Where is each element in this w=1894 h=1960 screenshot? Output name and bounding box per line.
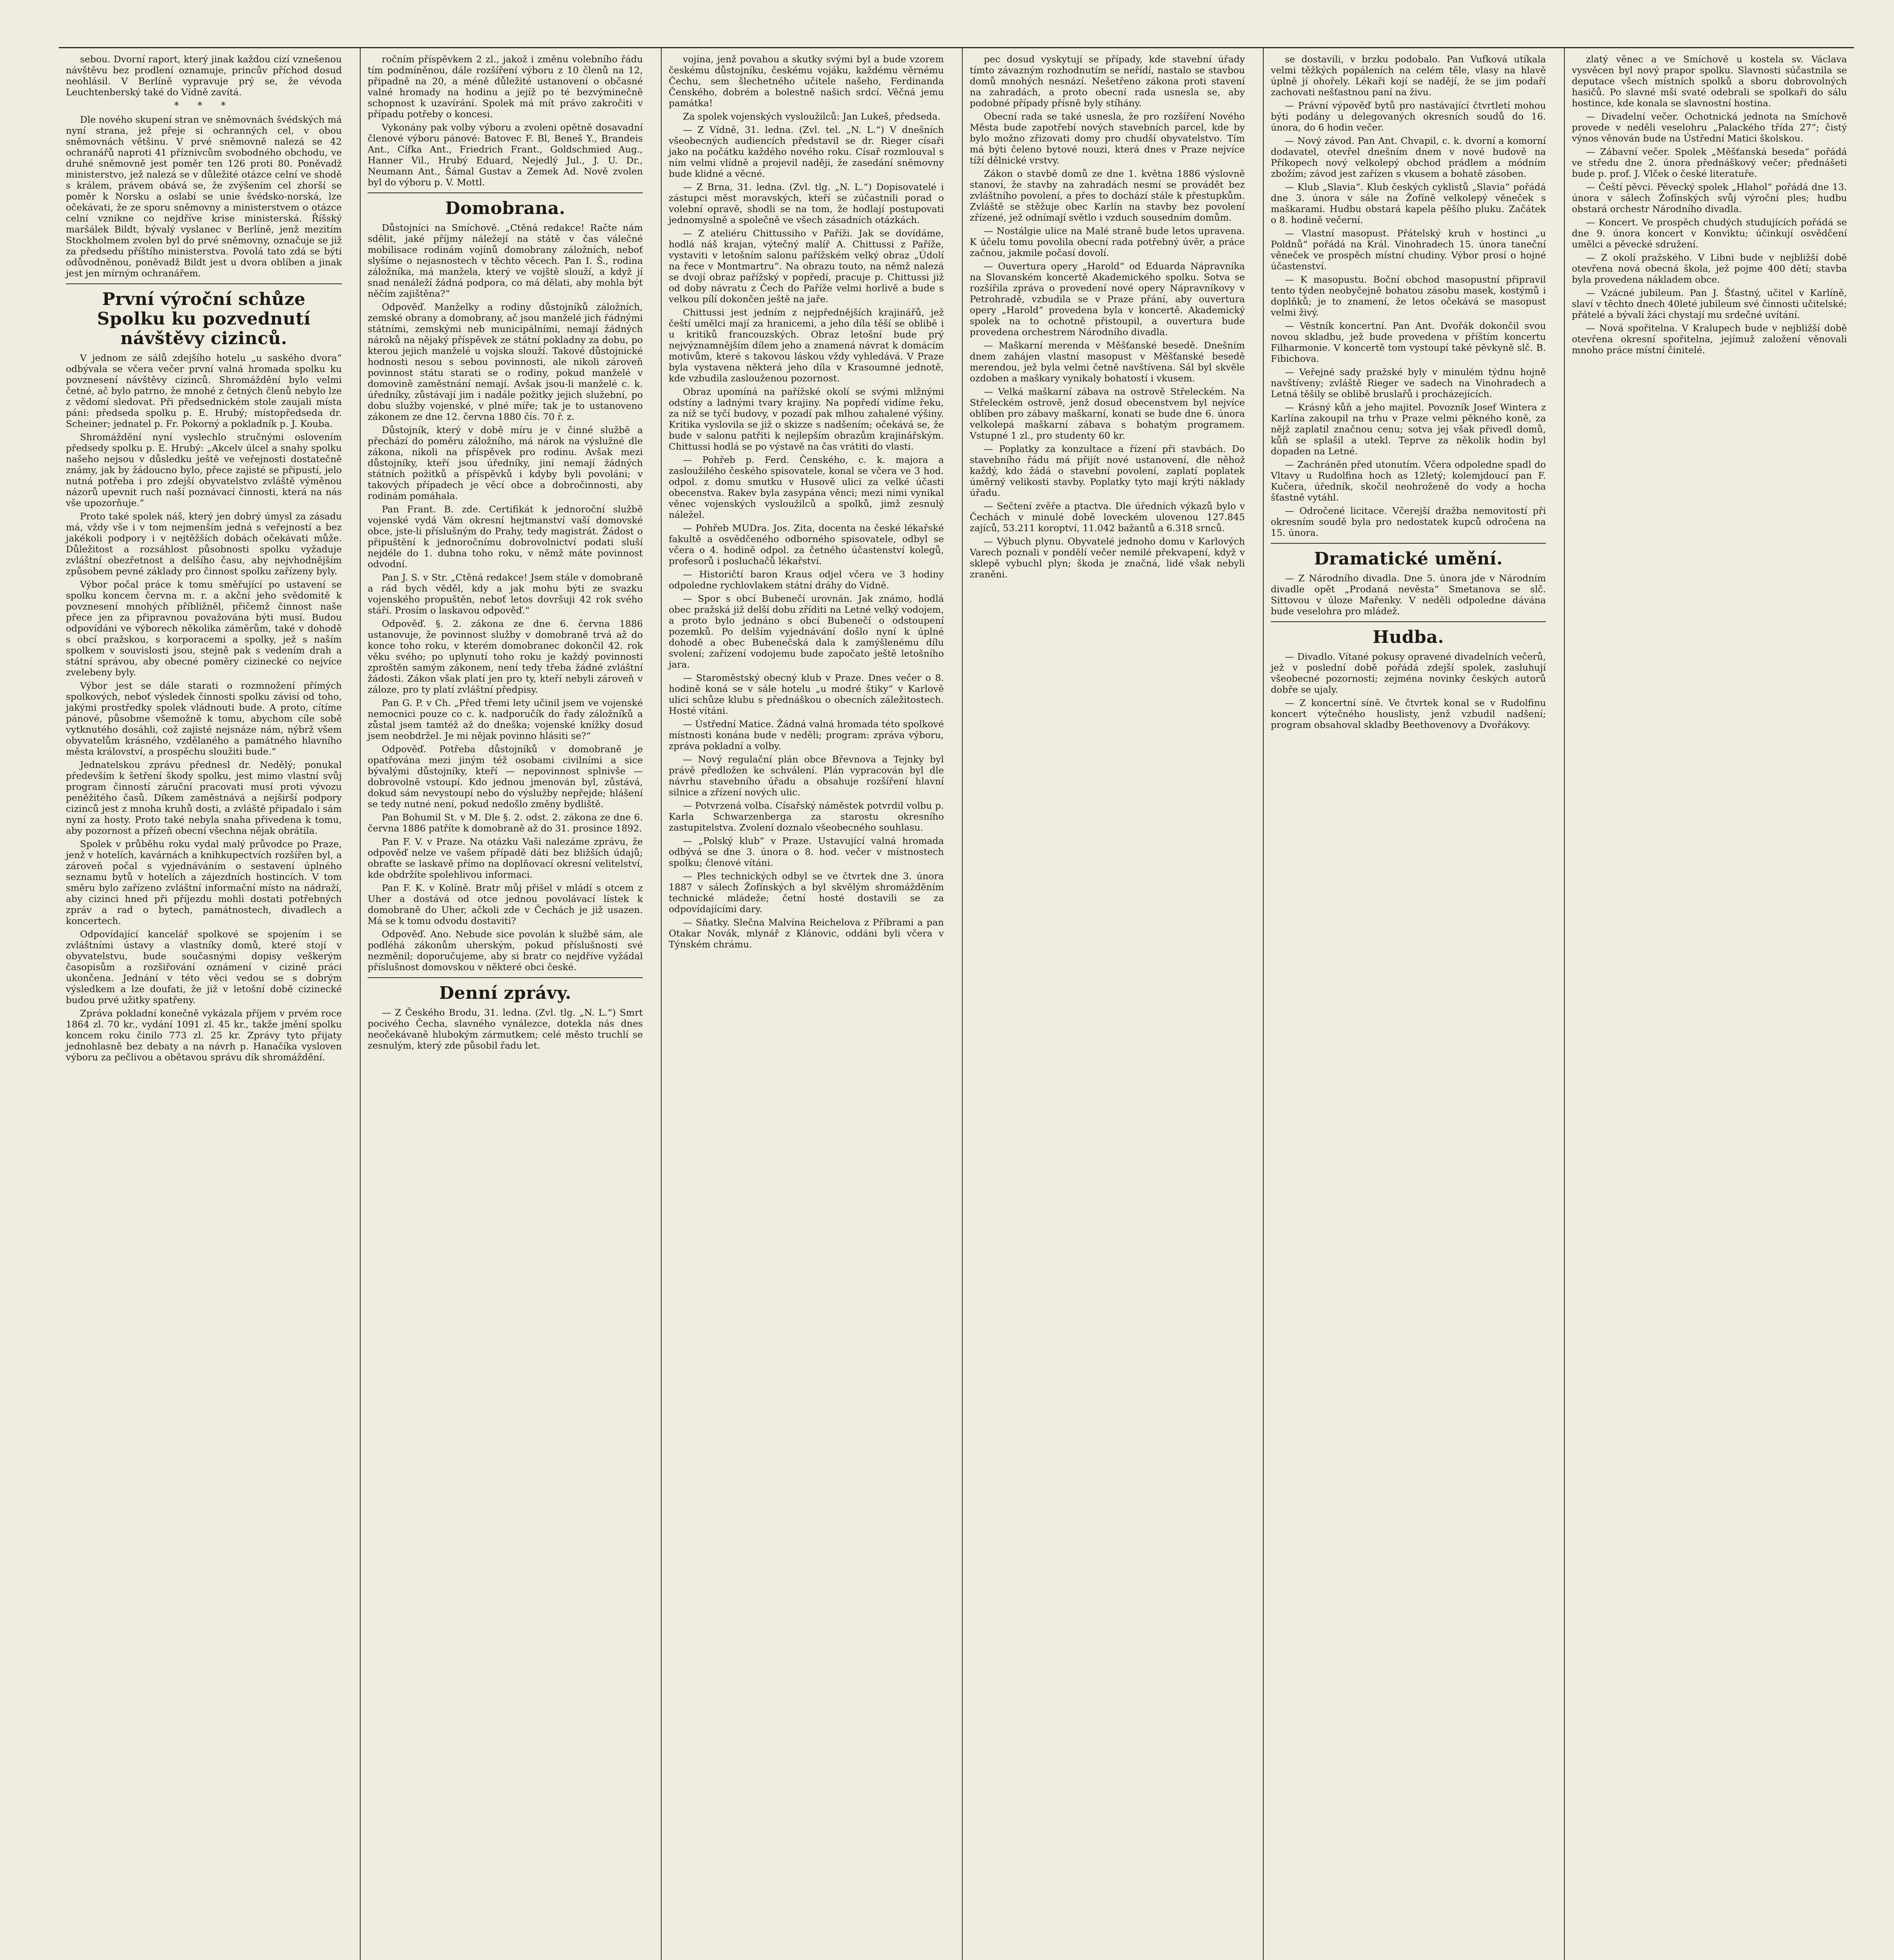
article-paragraph: vojína, jenž povahou a skutky svými byl a bude vzorem českému důstojníku, českému vojáku, každému věrnému Čechu, sem šlechetného učitele našeho, Ferdinanda Čenského, dobrém a bolestně našich srdcí. Věčná jemu památka! [669,54,944,109]
article-paragraph: Pan Frant. B. zde. Certifikát k jednoroční službě vojenské vydá Vám okresní hejtmanství vaší domovské obce, jste-li příslušným do Prahy, tedy magistrát. Žádost o připuštění k jednoročnímu dobrovolnictví podati sluší nejdéle do 1. dubna toho roku, v němž máte povinnost odvodní. [368,504,643,570]
article-paragraph: — Z Národního divadla. Dne 5. února jde v Národním divadle opět „Prodaná nevěsta“ Smetanova se slč. Sittovou v úloze Mařenky. V neděli odpoledne dávána bude veselohra pro mládež. [1271,573,1546,617]
article-paragraph: Důstojníci na Smíchově. „Ctěná redakce! Račte nám sdělit, jaké příjmy náležejí na státě v čas válečné mobilisace rodinám vojínů domobrany záložních, neboť slyšíme o nejasnostech v těchto věcech. Pan I. Š., rodina záložníka, má manžela, který ve vojště slouží, a když jí snad nenáleží žádná podpora, co má dělati, aby mohla být něčím zajištěna?“ [368,222,643,299]
newspaper-page [59,47,1854,1960]
article-paragraph: — Vlastní masopust. Přátelský kruh v hostinci „u Poldnů“ pořádá na Král. Vinohradech 15. února taneční věneček ve prospěch místní chudiny. Výbor prosí o hojné účastenství. [1271,228,1546,272]
article-paragraph: Výbor počal práce k tomu směřující po ustavení se spolku koncem června m. r. a akční jeho svědomitě k povznesení mnohých příbližněl, přičemž činnost naše přece jen za připravnou považována býti musí. Budou odpovídáni ve výborech několika záměrům, také v dohodě s obcí pražskou, s korporacemi a spolky, jež s naším spolkem v souvislosti jsou, stejně pak s vedením drah a státní správou, aby obecné poměry cizinecké co nejvíce zvelebeny byly. [66,579,342,678]
article-paragraph: — Výbuch plynu. Obyvatelé jednoho domu v Karlových Varech poznali v pondělí večer nemilé překvapení, když v sklepě vybuchl plyn; škoda je značná, lidé však nebyli zraněni. [970,536,1245,580]
article-paragraph: Pan F. K. v Kolíně. Bratr můj přišel v mládí s otcem z Uher a dostává od otce jednou povolávací lístek k domobraně do Uher, ačkoli zde v Čechách je již usazen. Má se k tomu odvodu dostaviti? [368,882,643,926]
article-paragraph: Chittussi jest jedním z nejpřednějších krajinářů, jež čeští umělci mají za hranicemi, a jeho díla těší se oblibě i u kritiků francouzských. Obraz letošní bude prý nejvýznamnějším dílem jeho a znamená návrat k domácím motivům, které s takovou láskou vždy vyhledává. V Praze byla vystavena některá jeho díla v Krasoumné jednotě, kde vzbudila zaslouženou pozornost. [669,307,944,384]
article-paragraph: — Pohřeb p. Ferd. Čenského, c. k. majora a zasloužilého českého spisovatele, konal se včera ve 3 hod. odpol. z domu smutku v Husově ulici za velké účasti obecenstva. Rakev byla zasypána věnci; mezi nimi vynikal věnec vojenských vysloužilců a spolků, jimž zesnulý náležel. [669,454,944,520]
article-paragraph: Odpověď. §. 2. zákona ze dne 6. června 1886 ustanovuje, že povinnost služby v domobraně trvá až do konce toho roku, v kterém domobranec dokončil 42. rok věku svého; po uplynutí toho roku je každý povinnosti zproštěn samým zákonem, není tedy třeba žádné zvláštní žádosti. Zákon však platí jen pro ty, kteří nebyli zároveň v záloze, pro ty platí zvláštní předpisy. [368,618,643,695]
article-paragraph: — Spor s obcí Bubenečí urovnán. Jak známo, hodlá obec pražská již delší dobu zříditi na Letné velký vodojem, a proto bylo jednáno s obcí Bubenečí o odstoupení pozemků. Po delším vyjednávání došlo nyní k úplné dohodě a obec Bubenečská dala k zamýšlenému dílu svolení; zařízení vodojemu bude započato ještě letošního jara. [669,593,944,670]
article-paragraph: Důstojník, který v době míru je v činné službě a přechází do poměru záložního, má nárok na výslužné dle zákona, nikoli na příspěvek pro rodinu. Avšak mezi důstojníky, kteří jsou úředníky, jiní nemají žádných státních požitků a příspěvků i kdyby byli povoláni; v takových případech je věcí obce a dobročinnosti, aby rodinám pomáhala. [368,425,643,501]
article-paragraph: Zpráva pokladní konečně vykázala příjem v prvém roce 1864 zl. 70 kr., vydání 1091 zl. 45 kr., takže jmění spolku koncem roku činilo 773 zl. 25 kr. Zprávy tyto přijaty jednohlasně bez debaty a na návrh p. Hanačíka vysloven výboru za pečlivou a obětavou správu dík shromáždění. [66,1008,342,1063]
article-paragraph: — Čeští pěvci. Pěvecký spolek „Hlahol“ pořádá dne 13. února v sálech Žofínských svůj výroční ples; hudbu obstará orchestr Národního divadla. [1572,181,1847,214]
article-paragraph: Zákon o stavbě domů ze dne 1. května 1886 výslovně stanoví, že stavby na zahradách nesmí se provádět bez zvláštního povolení, a přes to dochází stále k přestupkům. Zvláště se stěžuje obec Karlín na stavby bez povolení zřízené, jež odnímají světlo i vzduch sousedním domům. [970,168,1245,223]
article-paragraph: — Koncert. Ve prospěch chudých studujících pořádá se dne 9. února koncert v Konviktu; účinkují osvědčení umělci a pěvecké sdružení. [1572,217,1847,250]
article-paragraph: Jednatelskou zprávu přednesl dr. Nedělý; ponukal především k šetření škody spolku, jest mimo vlastní svůj program činností záruční pracovati musí proti vývozu peněžitého časů. Díkem zaměstnává a nejširší podpory cizinců jest z mnoha kruhů dosti, a zvláště připadalo i sám nyní za hosty. Proto také nebyla snaha přivedena k tomu, aby pozornost a přízeň obecní všechna nějak obrátila. [66,759,342,836]
article-paragraph: — Krásný kůň a jeho majitel. Povozník Josef Wintera z Karlína zakoupil na trhu v Praze velmi pěkného koně, za nějž zaplatil značnou cenu; sotva jej však přivedl domů, kůň se splašil a utekl. Teprve za několik hodin byl dopaden na Letné. [1271,402,1546,457]
article-paragraph: — Potvrzená volba. Císařský náměstek potvrdil volbu p. Karla Schwarzenberga za starostu okresního zastupitelstva. Zvolení doznalo všeobecného souhlasu. [669,800,944,833]
article-paragraph: — Nová spořitelna. V Kralupech bude v nejbližší době otevřena okresní spořitelna, jejímuž založení věnovali mnoho práce místní činitelé. [1572,323,1847,356]
article-paragraph: — Staroměstský obecný klub v Praze. Dnes večer o 8. hodině koná se v sále hotelu „u modré štiky“ v Karlově ulici schůze klubu s přednáškou o obecních záležitostech. Hosté vítáni. [669,672,944,716]
article-paragraph: — Nový závod. Pan Ant. Chvapil, c. k. dvorní a komorní dodavatel, otevřel dnešním dnem v nové budově na Příkopech nový velkolepý obchod prádlem a módním zbožím; závod jest zařízen s vkusem a bohatě zásoben. [1271,135,1546,179]
article-paragraph: Obecní rada se také usnesla, že pro rozšíření Nového Města bude zapotřebí nových stavebních parcel, kde by bylo možno zřizovati domy pro chudší obyvatelstvo. Tím má býti čeleno bytové nouzi, která dnes v Praze nejvíce tíží dělnické vrstvy. [970,111,1245,166]
article-paragraph: — Klub „Slavia“. Klub českých cyklistů „Slavia“ pořádá dne 3. února v sále na Žofíně velkolepý věneček s maškarami. Hudbu obstará kapela pěšího pluku. Začátek o 8. hodině večerní. [1271,181,1546,225]
article-paragraph: pec dosud vyskytují se případy, kde stavební úřady tímto závazným rozhodnutím se neřídí, nastalo se stavbou domů mnohých nesnází. Nešetřeno zákona proti stavení na zahradách, a proto obecní rada usnesla se, aby podobné případy přísně byly stíhány. [970,54,1245,109]
article-paragraph: — Z okolí pražského. V Libni bude v nejbližší době otevřena nová obecná škola, jež pojme 400 dětí; stavba byla provedena nákladem obce. [1572,252,1847,285]
article-paragraph: — Nostálgie ulice na Malé straně bude letos upravena. K účelu tomu povolila obecní rada potřebný úvěr, a práce začnou, jakmile počasí dovolí. [970,225,1245,258]
newspaper-column [59,48,349,1960]
article-paragraph: Shromáždění nyní vyslechlo stručnými oslovením předsedy spolku p. E. Hrubý: „Akcelv úlcel a snahy spolku našeho nejsou v důsledku ještě ve veřejnosti dostatečně známy, jak by žádoucno bylo, přece zajisté se připustí, jelo nutná potřeba i pro zdejší obyvatelstvo zvláště výměnou názorů upevnit ruch naší poznávací činnosti, která na nás vše upozorňuje.“ [66,432,342,508]
article-paragraph: sebou. Dvorní raport, který jinak každou cizí vznešenou návštěvu bez prodlení oznamuje, princův příchod dosud neohlásil. V Berlíně vypravuje prý se, že vévoda Leuchtenberský také do Vídně zavítá. [66,54,342,98]
article-paragraph: Pan J. S. v Str. „Ctěná redakce! Jsem stále v domobraně a rád bych věděl, kdy a jak mohu býti ze svazku vojenského propuštěn, neboť letos dovršuji 42 rok svého stáří. Prosím o laskavou odpověď.“ [368,572,643,616]
article-paragraph: ročním příspěvkem 2 zl., jakož i změnu volebního řádu tím podmíněnou, dále rozšíření výboru z 10 členů na 12, připadně na 20, a méně důležité ustanovení o občasné valné hromady na hodinu a jejíž po té bezvýminečně schopnost k uzavírání. Spolek má mít právo zakročiti v případu potřeby o koncesi. [368,54,643,120]
article-paragraph: Pan G. P. v Ch. „Před třemi lety učinil jsem ve vojenské nemocnici pouze co c. k. nadporučík do řady záložníků a zůstal jsem tamtéž až do dneška; vojenské knížky dosud jsem neobdržel. Je mi nějak povinno hlásiti se?“ [368,697,643,741]
article-paragraph: V jednom ze sálů zdejšího hotelu „u saského dvora“ odbývala se včera večer první valná hromada spolku ku povznesení návštěvy cizinců. Shromáždění bylo velmi četné, ač bylo patrno, že mnohé z četných členů nebylo lze z vědomí sledovat. Při předsednickém stole zaujali místa páni: předseda spolku p. E. Hrubý; místopředseda dr. Scheiner; jednatel p. Fr. Pokorný a pokladník p. J. Kouba. [66,352,342,429]
article-paragraph: — Ústřední Matice. Žádná valná hromada této spolkové místnosti konána bude v neděli; program: zpráva výboru, zpráva pokladní a volby. [669,719,944,751]
article-paragraph: Odpověď. Ano. Nebude sice povolán k službě sám, ale podléhá zákonům uherským, pokud příslušnosti své nezměnil; doporučujeme, aby si bratr co nejdříve vyžádal příslušnost domovskou v některé obci české. [368,929,643,973]
section-heading: První výroční schůze Spolku ku pozvednutí návštěvy cizinců. [97,289,311,348]
column-divider [368,977,643,978]
article-paragraph: — Ouvertura opery „Harold“ od Eduarda Nápravníka na Slovanském koncertě Akademického spolku. Sotva se rozšířila zpráva o provedení nové opery Nápravníkovy v Petrohradě, vzbudila se v Praze přání, aby ouvertura opery „Harold“ provedena byla v koncertě. Akademický spolek na to ochotně přistoupil, a ouvertura bude provedena orchestrem Národního divadla. [970,261,1245,338]
article-paragraph: — Zachráněn před utonutím. Včera odpoledne spadl do Vltavy u Rudolfina hoch as 12letý; kolemjdoucí pan F. Kučera, úředník, skočil neohroženě do vody a hocha šťastně vytáhl. [1271,459,1546,503]
article-paragraph: Spolek v průběhu roku vydal malý průvodce po Praze, jenž v hotelích, kavárnách a knihkupectvích rozšířen byl, a zároveň počal s vyjednáváním o sestavení úplného seznamu bytů v hotelích a zájezdních hostincích. V tom směru bylo zařízeno zvláštní informační místo na nádraží, aby cizinci hned při příjezdu mohli dostati potřebných zpráv a rad o bytech, památnostech, divadlech a koncertech. [66,838,342,926]
article-paragraph: — Pohřeb MUDra. Jos. Zita, docenta na české lékařské fakultě a osvědčeného odborného spisovatele, odbyl se včera o 4. hodině odpol. za četného účastenství kolegů, profesorů i posluchačů lékařství. [669,523,944,566]
article-paragraph: Pan Bohumil St. v M. Dle §. 2. odst. 2. zákona ze dne 6. června 1886 patříte k domobraně až do 31. prosince 1892. [368,812,643,834]
article-paragraph: — Z Vídně, 31. ledna. (Zvl. tel. „N. L.“) V dnešních všeobecných audiencích představil se dr. Rieger císaři jako na počátku každého nového roku. Císař rozmlouval s ním velmi vlídně a projevil naději, že zasedání sněmovny bude klidné a věcné. [669,124,944,179]
column-divider [1271,543,1546,544]
article-paragraph: se dostavili, v brzku podobalo. Pan Vufková utíkala velmi těžkých popáleních na celém těle, vlasy na hlavě úplně jí ohořely. Lékaři kojí se nadějí, že se jim podaří zachovati nešťastnou paní na živu. [1271,54,1546,98]
article-paragraph: — Z Českého Brodu, 31. ledna. (Zvl. tlg. „N. L.“) Smrt pocivého Čecha, slavného vynálezce, dotekla nás dnes neočekávaně hlubokým zármutkem; celé město truchlí se zesnulým, který zde působil řadu let. [368,1007,643,1051]
separator-asterisks: * * * [174,100,234,111]
article-paragraph: — Nový regulační plán obce Břevnova a Tejnky byl právě předložen ke schválení. Plán vypracován byl dle návrhu stavebního úřadu a obsahuje rozšíření hlavní silnice a zřízení nových ulic. [669,754,944,798]
article-paragraph: — Maškarní merenda v Měšťanské besedě. Dnešním dnem zahájen vlastní masopust v Měšťanské besedě merendou, jež byla velmi četně navštívena. Sál byl skvěle ozdoben a maškary vynikaly bohatostí i vkusem. [970,340,1245,384]
article-paragraph: Odpovídající kancelář spolkové se spojením i se zvláštními ústavy a vlastníky domů, které stojí v obyvatelstvu, bude současnými dopisy veškerým časopisům a rozšiřování oznámení v cizině práci ukončena. Jednání v této věci vedou se s dobrým výsledkem a lze doufati, že již v letošní době cizinecké budou prvé užitky spatřeny. [66,929,342,1005]
article-paragraph: — Divadlo. Vítané pokusy opravené divadelních večerů, jež v poslední době pořádá zdejší spolek, zasluhují všeobecné pozornosti; zejména novinky českých autorů dobře se ujaly. [1271,651,1546,695]
section-heading: Domobrana. [445,198,566,218]
article-paragraph: zlatý věnec a ve Smíchově u kostela sv. Václava vysvěcen byl nový prapor spolku. Slavnosti súčastnila se deputace všech místních spolků a sboru dobrovolných hasičů. Po slavné mši svaté odebrali se spolkaři do sálu hostince, kde konala se slavnostní hostina. [1572,54,1847,109]
article-paragraph: — Odročené licitace. Včerejší dražba nemovitostí při okresním soudě byla pro nedostatek kupců odročena na 15. února. [1271,505,1546,538]
article-paragraph: — Sňatky. Slečna Malvína Reichelova z Příbrami a pan Otakar Novák, mlynář z Klánovic, oddáni byli včera v Týnském chrámu. [669,917,944,950]
article-paragraph: — Z Brna, 31. ledna. (Zvl. tlg. „N. L.“) Dopisovatelé i zástupci měst moravských, kteří se zúčastnili porad o volební opravě, shodli se na tom, že hodlají postupovati jednomyslně a společně ve všech zásadních otázkách. [669,181,944,225]
article-paragraph: Odpověď. Potřeba důstojníků v domobraně je opatřována mezi jiným též osobami civilními a sice bývalými důstojníky, kteří — nepovinnost splnivše — dobrovolně vstoupí. Kdo jednou jmenován byl, zůstává, dokud sám nevystoupí nebo do výslužby nepřejde; hlášení se tedy nutné není, pokud nedošlo změny bydliště. [368,744,643,809]
article-paragraph: — Zábavní večer. Spolek „Měšťanská beseda“ pořádá ve středu dne 2. února přednáškový večer; přednášeti bude p. prof. J. Vlček o české literatuře. [1572,146,1847,179]
article-paragraph: — Divadelní večer. Ochotnická jednota na Smíchově provede v neděli veselohru „Palackého třída 27“; čistý výnos věnován bude na Ústřední Matici školskou. [1572,111,1847,144]
article-paragraph: — Poplatky za konzultace a řízení při stavbách. Do stavebního řádu má přijít nové ustanovení, dle něhož každý, kdo žádá o stavební povolení, zaplatí poplatek úměrný velikosti stavby. Poplatky tyto mají krýti náklady úřadu. [970,443,1245,498]
newspaper-column [661,48,951,1960]
section-heading: Denní zprávy. [439,983,571,1003]
article-paragraph: — Vzácné jubileum. Pan J. Šťastný, učitel v Karlíně, slaví v těchto dnech 40leté jubileum své činnosti učitelské; přátelé a bývalí žáci chystají mu srdečné uvítání. [1572,287,1847,320]
article-paragraph: — K masopustu. Boční obchod masopustní připravil tento týden neobyčejně bohatou zásobu masek, kostýmů i doplňků; je to znamení, že letos očekává se masopust velmi živý. [1271,274,1546,318]
article-paragraph: Výbor jest se dále starati o rozmnožení přímých spolkových, neboť výsledek činnosti spolku závisí od toho, jakými prostředky spolek vládnouti bude. A proto, cítíme pánové, působme všemožně k tomu, abychom cíle sobě vytknutého dosáhli, což zajisté nejsnáze nám, nýbrž všem obyvatelům krásného, vzdělaného a památného hlavního města království, a prospěchu sloužiti bude.“ [66,680,342,757]
article-paragraph: — Sečtení zvěře a ptactva. Dle úředních výkazů bylo v Čechách v minulé době loveckém ulovenou 127.845 zajíců, 53.211 koroptví, 11.042 bažantů a 6.318 srnců. [970,501,1245,534]
article-paragraph: — Ples technických odbyl se ve čtvrtek dne 3. února 1887 v sálech Žofínských a byl skvělým shromážděním technické mládeže; četní hosté dostavili se za odpovídajícími dary. [669,871,944,915]
section-heading: Dramatické umění. [1314,549,1503,569]
article-paragraph: Pan F. V. v Praze. Na otázku Vaši nalezáme zprávu, že odpověď nelze ve vašem případě dáti bez bližších údajů; obraťte se laskavě přímo na doplňovací okresní velitelství, kde obdržíte spolehlivou informaci. [368,836,643,880]
article-paragraph: — Z ateliéru Chittussiho v Paříži. Jak se dovídáme, hodlá náš krajan, výtečný malíř A. Chittussi z Paříže, vystaviti v letošním salonu pařížském velký obraz „Údolí na řece v Montmartru“. Na obrazu touto, na němž nalezá se dvojí obraz pařížský v popředí, pracuje p. Chittussi již od doby návratu z Čech do Paříže velmi horlivě a bude s velkou pílí dokončen ještě na jaře. [669,228,944,305]
article-paragraph: — Veřejné sady pražské byly v minulém týdnu hojně navštíveny; zvláště Rieger ve sadech na Vinohradech a Letná těšily se oblibě bruslařů i procházejících. [1271,367,1546,399]
article-paragraph: Odpověď. Manželky a rodiny důstojníků záložních, zemské obrany a domobrany, ač jsou manželé jich řádnými státními, zemskými neb municipálními, nemají žádných nároků na nějaký příspěvek ze státní pokladny za dobu, po kterou jejich manželé u vojska slouží. Takové důstojnické hodnosti nesou s sebou povinnosti, ale nikoli zároveň povinnost státu starati se o rodiny, pokud manželé v domovině zaměstnání nemají. Avšak jsou-li manželé c. k. úředníky, zůstávají jim i nadále požitky jejich služební, po dobu služby vojenské, v plné míře; tak je to ustanoveno zákonem ze dne 12. června 1880 čís. 70 ř. z. [368,301,643,422]
article-paragraph: Proto také spolek náš, který jen dobrý úmysl za zásadu má, vždy vše i v tom nejmenším jedná s veřejností a bez jakékoli podpory i v nejtěžších dobách očekávati může. Důležitost a rozsáhlost působnosti spolku vyžaduje zvláštní obezřetnost a delšího času, aby nejvhodnějším způsobem pevné základy pro činnost spolku zařízeny byly. [66,511,342,577]
column-divider [1271,621,1546,622]
article-paragraph: Dle nového skupení stran ve sněmovnách švédských má nyní strana, jež přeje si ochranných cel, v obou sněmovnách většinu. V prvé sněmovně nalezá se 42 ochranářů naproti 41 příznivcům svobodného obchodu, ve druhé sněmovně jest poměr ten 126 proti 80. Poněvadž ministerstvo, jež nalezá se v důležité otázce celní ve shodě s králem, právem obává se, že zvýšením cel zhorší se poměr k Norsku a oslabí se unie švédsko-norská, lze očekávati, že ze sporu sněmovny a ministerstvem o otázce celní vznikne co nejdříve krise ministerská. Říšský maršálek Bildt, bývalý vyslanec v Berlíně, jenž mezitím Stockholmem zvolen byl do prvé sněmovny, označuje se již za předsedu příštího ministerstva. Povolá tato zdá se býti odůvodněnou, poněvadž Bildt jest u dvora oblíben a jinak jest jen mírným ochranářem. [66,114,342,279]
newspaper-column [962,48,1252,1960]
article-paragraph: — Věstník koncertní. Pan Ant. Dvořák dokončil svou novou skladbu, jež bude provedena v příštím koncertu Filharmonie. V koncertě tom vystoupí také pěvkyně slč. B. Fibichova. [1271,320,1546,364]
column-divider [66,283,342,284]
article-paragraph: — „Polský klub“ v Praze. Ustavující valná hromada odbývá se dne 3. února o 8. hod. večer v místnostech spolku; členové vítáni. [669,835,944,868]
column-divider [368,192,643,193]
article-paragraph: — Právní výpověď bytů pro nastávající čtvrtletí mohou býti podány u delegovaných okresních soudů do 16. února, do 6 hodin večer. [1271,100,1546,133]
section-heading: Hudba. [1373,627,1444,647]
newspaper-column [1564,48,1854,1960]
article-paragraph: — Historičtí baron Kraus odjel včera ve 3 hodiny odpoledne rychlovlakem státní dráhy do Vídně. [669,569,944,591]
newspaper-column [1263,48,1553,1960]
article-paragraph: Za spolek vojenských vysloužilců: Jan Lukeš, předseda. [683,111,941,122]
article-paragraph: — Z koncertní síně. Ve čtvrtek konal se v Rudolfinu koncert výtečného houslisty, jenž vzbudil nadšení; program obsahoval skladby Beethovenovy a Dvořákovy. [1271,697,1546,730]
article-paragraph: Obraz upomíná na pařížské okolí se svými mlžnými odstíny a ladnými tvary krajiny. Na popředí vidíme řeku, za níž se tyčí budovy, v pozadí pak mlhou zahalené výšiny. Kritika vyslovila se již o skizze s nadšením; očekává se, že bude v salonu patřiti k nejlepším obrazům krajinářským. Chittussi hodlá se po výstavě na čas vrátiti do vlasti. [669,386,944,452]
newspaper-column [360,48,650,1960]
article-paragraph: Vykonány pak volby výboru a zvoleni opětně dosavadní členové výboru pánové: Batovec F. Bl, Beneš Y., Brandeis Ant., Cífka Ant., Friedrich Frant., Goldschmied Aug., Hanner Vil., Hrubý Eduard, Nejedlý Jul., J. U. Dr., Neumann Ant., Šámal Gustav a Zemek Ad. Nově zvolen byl do výboru p. V. Mottl. [368,122,643,188]
article-paragraph: — Velká maškarní zábava na ostrově Střeleckém. Na Střeleckém ostrově, jenž dosud obecenstvem byl nejvíce oblíben pro zábavy maškarní, konati se bude dne 6. února velkolepá maškarní zábava s bohatým programem. Vstupné 1 zl., pro studenty 60 kr. [970,386,1245,441]
